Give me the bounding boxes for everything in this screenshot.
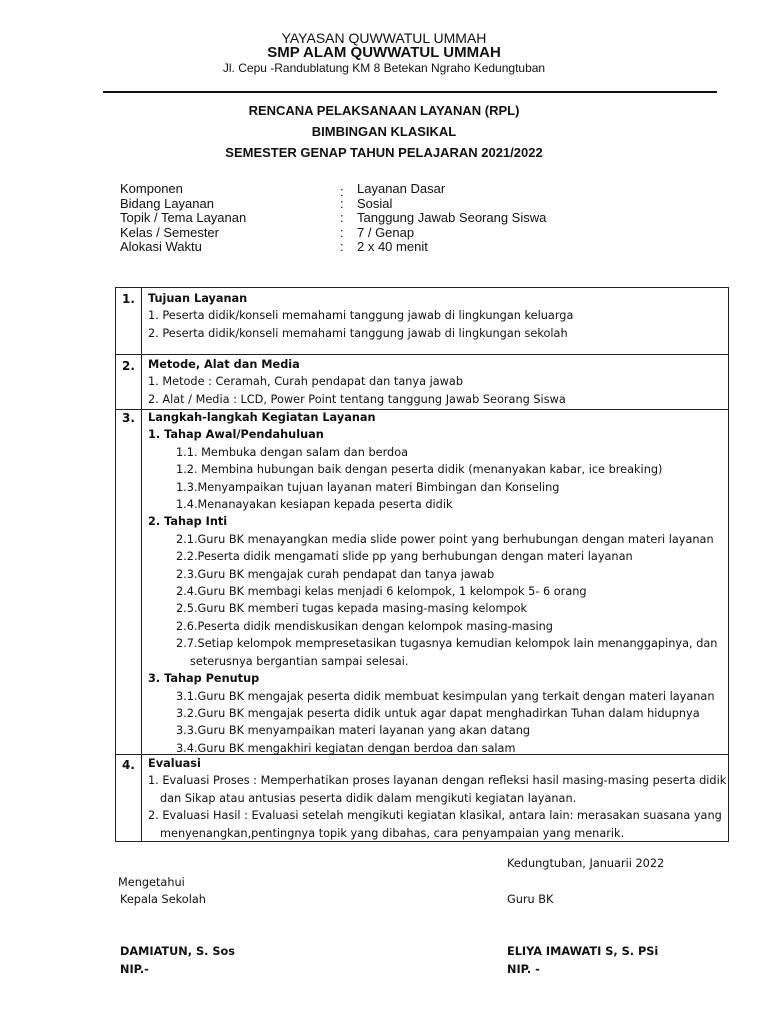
rpl-table (115, 287, 729, 842)
list-item: 1. Evaluasi Proses : Memperhatikan proses layanan dengan refleksi hasil masing-masing peserta didik (148, 774, 727, 788)
section-evaluasi (148, 755, 727, 842)
school-address: Jl. Cepu -Randublatung KM 8 Betekan Ngraho Kedungtuban (222, 61, 546, 75)
section-title: Metode, Alat dan Media (148, 358, 300, 371)
info-label: Komponen (120, 181, 183, 196)
column-divider (141, 288, 142, 841)
info-label: Kelas / Semester (120, 224, 219, 240)
list-item: 2. Evaluasi Hasil : Evaluasi setelah mengikuti kegiatan klasikal, antara lain: merasakan suasana yang (148, 809, 722, 823)
info-value: Tanggung Jawab Seorang Siswa (357, 210, 547, 225)
list-item: 2.2.Peserta didik mengamati slide pp yang berhubungan dengan materi layanan (176, 550, 633, 564)
list-item: 1.1. Membuka dengan salam dan berdoa (176, 445, 409, 459)
section-title: Langkah-langkah Kegiatan Layanan (148, 411, 376, 424)
info-label: Bidang Layanan (120, 195, 214, 211)
phase-title: 2. Tahap Inti (148, 515, 228, 529)
info-colon: : (340, 195, 344, 211)
info-colon: : (340, 224, 344, 240)
known-label: Mengetahui (118, 876, 185, 889)
phase-title: 1. Tahap Awal/Pendahuluan (148, 428, 324, 442)
info-label: Alokasi Waktu (120, 239, 202, 254)
list-item-continuation: seterusnya bergantian sampai selesai. (190, 654, 409, 668)
head-role: Kepala Sekolah (120, 893, 206, 906)
phase-title: 3. Tahap Penutup (148, 672, 260, 686)
list-item: 2. Peserta didik/konseli memahami tanggung jawab di lingkungan sekolah (148, 326, 568, 340)
list-item: 3.3.Guru BK menyampaikan materi layanan yang akan datang (176, 724, 531, 738)
list-item: 2.1.Guru BK menayangkan media slide power point yang berhubungan dengan materi layanan (176, 532, 714, 546)
info-colon: : (340, 210, 344, 225)
list-item: 2.5.Guru BK memberi tugas kepada masing-masing kelompok (176, 602, 528, 616)
info-value: Sosial (357, 195, 393, 211)
list-item: 2.3.Guru BK mengajak curah pendapat dan tanya jawab (176, 567, 495, 581)
list-item: 3.1.Guru BK mengajak peserta didik membuat kesimpulan yang terkait dengan materi layanan (176, 689, 715, 703)
info-value: 2 x 40 menit (357, 239, 428, 254)
info-value: 7 / Genap (357, 224, 415, 240)
list-item: 2. Alat / Media : LCD, Power Point tentang tanggung Jawab Seorang Siswa (148, 392, 566, 406)
bk-name: ELIYA IMAWATI S, S. PSi (507, 945, 659, 958)
info-value: Layanan Dasar (357, 181, 446, 196)
place-date: Kedungtuban, Januarii 2022 (507, 857, 665, 870)
bk-nip: NIP. - (507, 963, 540, 976)
document-semester: SEMESTER GENAP TAHUN PELAJARAN 2021/2022 (225, 145, 543, 160)
info-colon: : (340, 184, 344, 199)
letterhead-divider (103, 91, 717, 93)
row-divider (116, 354, 728, 355)
section-title: Evaluasi (148, 757, 201, 770)
list-item-continuation: dan Sikap atau antusias peserta didik dalam mengikuti kegiatan layanan. (160, 791, 577, 805)
section-title: Tujuan Layanan (148, 292, 248, 305)
document-title: RENCANA PELAKSANAAN LAYANAN (RPL) (248, 103, 520, 118)
head-nip: NIP.- (120, 963, 149, 976)
bk-role: Guru BK (507, 893, 554, 906)
list-item: 1. Metode : Ceramah, Curah pendapat dan tanya jawab (148, 375, 463, 389)
list-item: 3.2.Guru BK mengajak peserta didik untuk agar dapat menghadirkan Tuhan dalam hidupnya (176, 706, 700, 720)
list-item: 1.3.Menyampaikan tujuan layanan materi Bimbingan dan Konseling (176, 480, 560, 494)
list-item-continuation: menyenangkan,pentingnya topik yang dibahas, cara penyampaian yang menarik. (160, 826, 625, 840)
info-label: Topik / Tema Layanan (120, 210, 247, 225)
section-langkah (148, 409, 722, 757)
list-item: 2.4.Guru BK membagi kelas menjadi 6 kelompok, 1 kelompok 5- 6 orang (176, 585, 587, 599)
list-item: 1. Peserta didik/konseli memahami tanggung jawab di lingkungan keluarga (148, 309, 574, 323)
section-tujuan (148, 290, 722, 342)
school-name: SMP ALAM QUWWATUL UMMAH (267, 44, 501, 61)
section-number: 3. (122, 411, 135, 425)
info-colon: : (340, 239, 344, 254)
list-item: 1.2. Membina hubungan baik dengan peserta didik (menanyakan kabar, ice breaking) (176, 463, 663, 477)
section-number: 4. (122, 758, 135, 772)
section-number: 2. (122, 359, 135, 373)
head-name: DAMIATUN, S. Sos (120, 945, 235, 958)
section-number: 1. (122, 292, 135, 306)
list-item: 1.4.Menanayakan kesiapan kepada peserta didik (176, 498, 453, 512)
section-metode (148, 356, 722, 408)
foundation-name: YAYASAN QUWWATUL UMMAH (281, 30, 487, 46)
document-subtitle: BIMBINGAN KLASIKAL (311, 124, 457, 139)
list-item: 2.7.Setiap kelompok mempresetasikan tugasnya kemudian kelompok lain menanggapinya, dan (176, 637, 718, 651)
list-item: 3.4.Guru BK mengakhiri kegiatan dengan berdoa dan salam (176, 741, 516, 755)
list-item: 2.6.Peserta didik mendiskusikan dengan kelompok masing-masing (176, 619, 553, 633)
